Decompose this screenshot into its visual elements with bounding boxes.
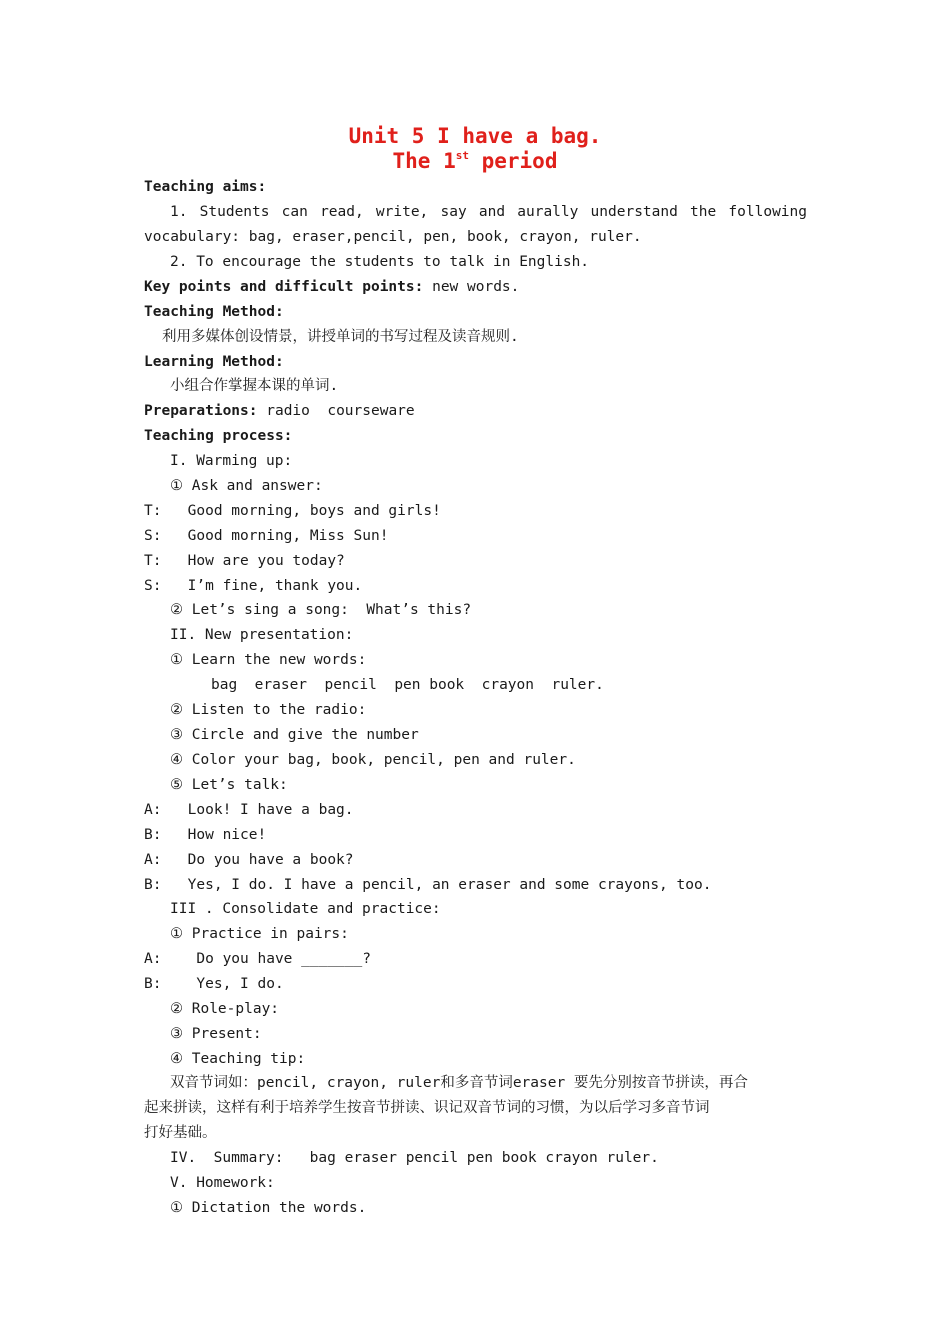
process-line: III . Consolidate and practice:	[170, 901, 441, 917]
preparations-line	[144, 401, 415, 421]
key-points-line	[144, 277, 519, 297]
aims-item-1-line-a: 1. Students can read, write, say and aurally understand the following	[170, 204, 807, 220]
process-line: ⑤ Let’s talk:	[170, 777, 288, 793]
title-period-pre: The 1	[392, 149, 456, 173]
key-points-heading: Key points and difficult points:	[144, 279, 424, 295]
process-line: ① Ask and answer:	[170, 478, 323, 494]
homework-item: ① Dictation the words.	[170, 1200, 367, 1216]
dialogue-line: B: How nice!	[144, 827, 267, 843]
teaching-tip-line-a: 双音节词如：pencil, crayon, ruler和多音节词eraser 要先分别按音节拼读，再合	[170, 1075, 748, 1091]
aims-heading: Teaching aims:	[144, 179, 267, 195]
doc-title-line2	[0, 149, 950, 173]
preparations-heading: Preparations:	[144, 403, 258, 419]
aims-item-2: 2. To encourage the students to talk in English.	[170, 254, 590, 270]
process-line: ② Listen to the radio:	[170, 702, 367, 718]
learning-method-value: 小组合作掌握本课的单词.	[170, 378, 339, 394]
dialogue-line: S: Good morning, Miss Sun!	[144, 528, 389, 544]
dialogue-line: A: Look! I have a bag.	[144, 802, 354, 818]
teaching-method-heading: Teaching Method:	[144, 304, 284, 320]
dialogue-line: T: Good morning, boys and girls!	[144, 503, 441, 519]
dialogue-line: B: Yes, I do.	[144, 976, 284, 992]
teaching-tip-line-c: 打好基础。	[144, 1125, 217, 1141]
process-heading: Teaching process:	[144, 428, 293, 444]
dialogue-line: S: I’m fine, thank you.	[144, 578, 363, 594]
process-line: ④ Color your bag, book, pencil, pen and ruler.	[170, 752, 576, 768]
teaching-tip-line-b: 起来拼读，这样有利于培养学生按音节拼读、识记双音节词的习惯，为以后学习多音节词	[144, 1100, 710, 1116]
doc-title-line1: Unit 5 I have a bag.	[348, 124, 602, 148]
dialogue-line: B: Yes, I do. I have a pencil, an eraser and some crayons, too.	[144, 877, 712, 893]
process-line: ③ Present:	[170, 1026, 262, 1042]
learning-method-heading: Learning Method:	[144, 354, 284, 370]
preparations-value: radio courseware	[257, 403, 415, 419]
title-superscript: st	[455, 149, 469, 162]
dialogue-line: T: How are you today?	[144, 553, 345, 569]
aims-item-1-line-b: vocabulary: bag, eraser,pencil, pen, book, crayon, ruler.	[144, 229, 642, 245]
new-words-list: bag eraser pencil pen book crayon ruler.	[211, 677, 604, 693]
dialogue-line: A: Do you have a book?	[144, 852, 354, 868]
process-line: ④ Teaching tip:	[170, 1051, 306, 1067]
homework-heading: V. Homework:	[170, 1175, 275, 1191]
summary-line: IV. Summary: bag eraser pencil pen book crayon ruler.	[170, 1150, 659, 1166]
process-line: ② Role-play:	[170, 1001, 280, 1017]
dialogue-line: A: Do you have _______?	[144, 951, 371, 967]
process-line: I. Warming up:	[170, 453, 293, 469]
key-points-value: new words.	[423, 279, 520, 295]
teaching-method-value: 利用多媒体创设情景，讲授单词的书写过程及读音规则.	[162, 329, 519, 345]
process-line: ① Practice in pairs:	[170, 926, 349, 942]
title-period-post: period	[468, 149, 558, 173]
process-line: II. New presentation:	[170, 627, 354, 643]
process-line: ② Let’s sing a song: What’s this?	[170, 602, 472, 618]
process-line: ③ Circle and give the number	[170, 727, 419, 743]
process-line: ① Learn the new words:	[170, 652, 367, 668]
